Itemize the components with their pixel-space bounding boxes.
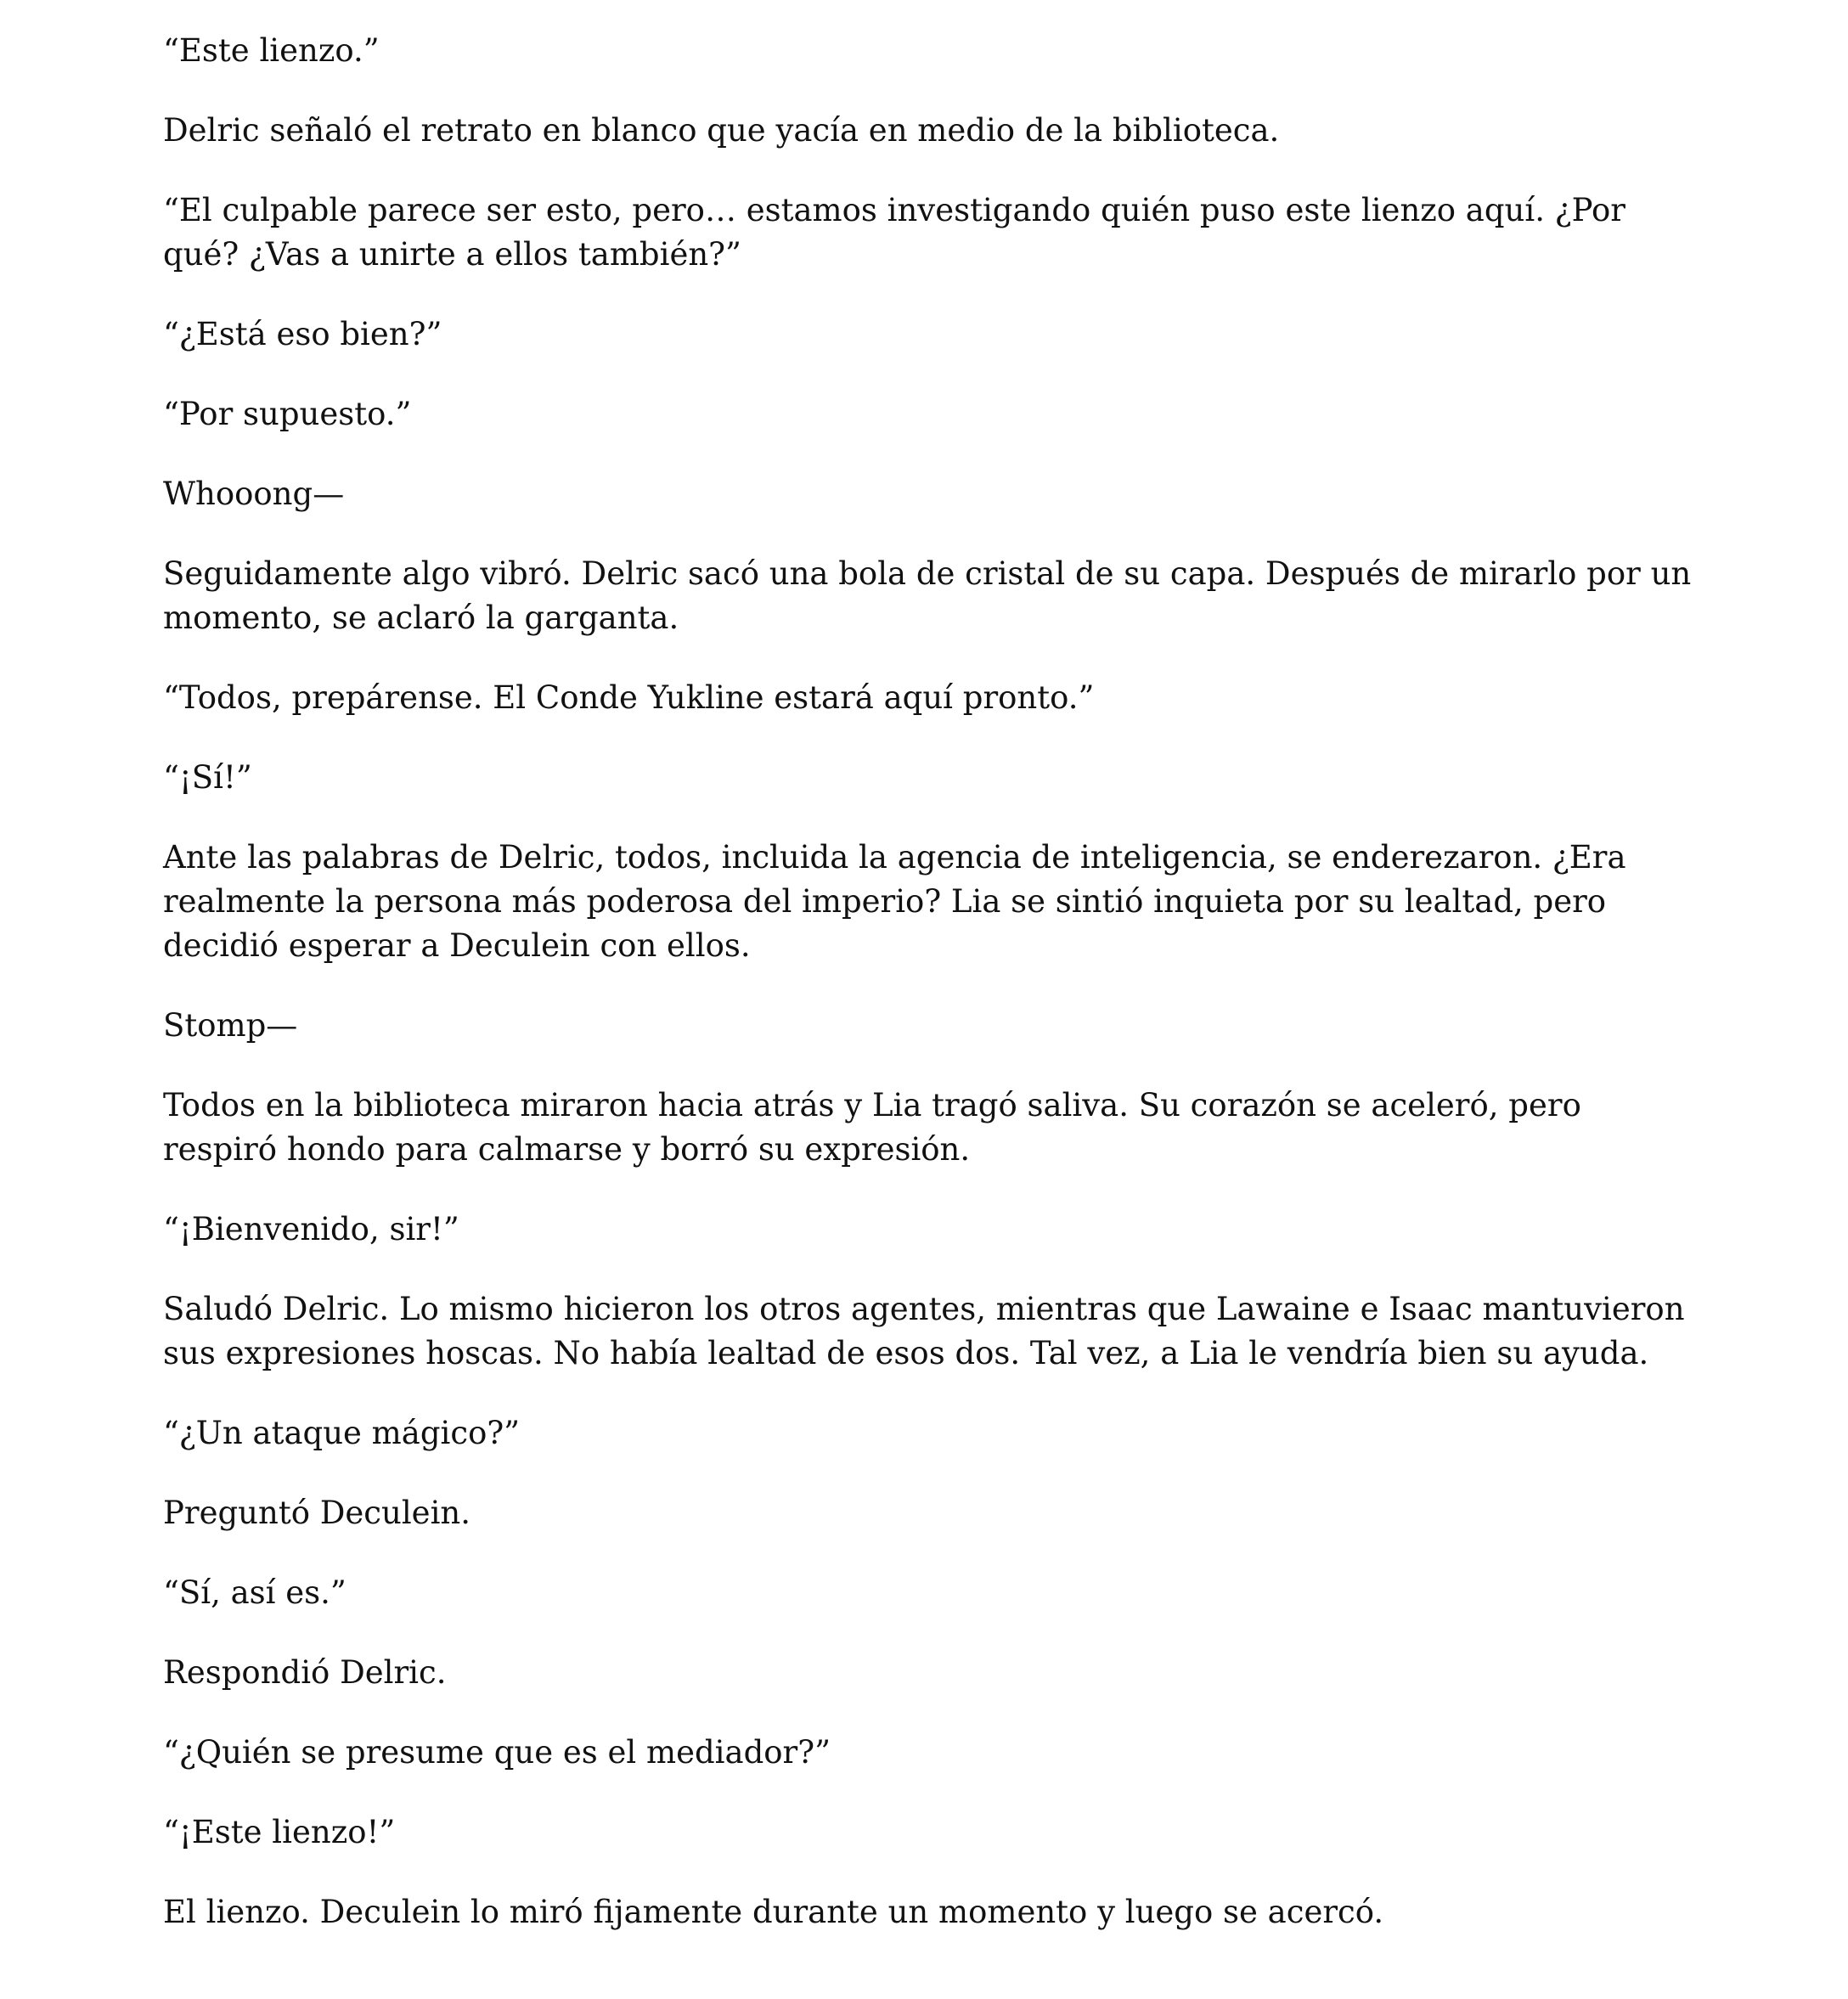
paragraph: Saludó Delric. Lo mismo hicieron los otros agentes, mientras que Lawaine e Isaac mantuvieron sus expresiones hoscas. No había lealtad de esos dos. Tal vez, a Lia le vendría bien su ayuda. (163, 1291, 1685, 1371)
paragraph: Whooong— (163, 476, 345, 512)
paragraph: Stomp— (163, 1007, 298, 1044)
document-page (163, 29, 1692, 1970)
paragraph: Delric señaló el retrato en blanco que yacía en medio de la biblioteca. (163, 112, 1280, 149)
paragraph: “Por supuesto.” (163, 396, 412, 432)
paragraph: Ante las palabras de Delric, todos, incluida la agencia de inteligencia, se enderezaron. ¿Era realmente la persona más poderosa del imperio? Lia se sintió inquieta por su lealtad, pero decidió esperar a Deculein con ellos. (163, 839, 1626, 964)
paragraph: “¡Bienvenido, sir!” (163, 1211, 459, 1247)
paragraph: “¿Quién se presume que es el mediador?” (163, 1734, 831, 1771)
paragraph: Todos en la biblioteca miraron hacia atrás y Lia tragó saliva. Su corazón se aceleró, pero respiró hondo para calmarse y borró su expresión. (163, 1087, 1581, 1168)
paragraph: “¿Está eso bien?” (163, 316, 442, 352)
paragraph: “Sí, así es.” (163, 1574, 346, 1611)
paragraph: Respondió Delric. (163, 1654, 447, 1691)
paragraph: “El culpable parece ser esto, pero… estamos investigando quién puso este lienzo aquí. ¿Por qué? ¿Vas a unirte a ellos también?” (163, 192, 1625, 273)
paragraph: “¡Sí!” (163, 759, 252, 796)
paragraph: Preguntó Deculein. (163, 1495, 470, 1531)
paragraph: El lienzo. Deculein lo miró fijamente durante un momento y luego se acercó. (163, 1894, 1384, 1930)
paragraph: “¡Este lienzo!” (163, 1814, 396, 1850)
paragraph: Seguidamente algo vibró. Delric sacó una bola de cristal de su capa. Después de mirarlo por un momento, se aclaró la garganta. (163, 555, 1692, 636)
paragraph: “Este lienzo.” (163, 32, 380, 69)
paragraph: “¿Un ataque mágico?” (163, 1415, 521, 1451)
paragraph: “Todos, prepárense. El Conde Yukline estará aquí pronto.” (163, 679, 1095, 716)
